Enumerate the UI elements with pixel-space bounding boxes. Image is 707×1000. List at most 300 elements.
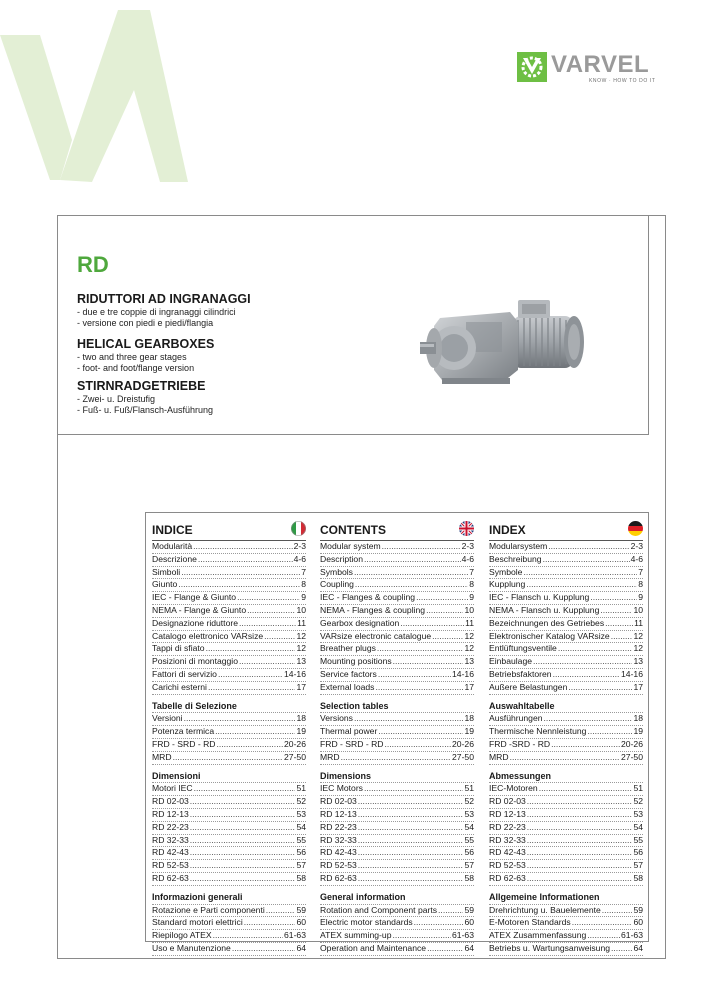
toc-entry-label: VARsize electronic catalogue [320, 630, 432, 641]
toc-entry-page: 53 [296, 808, 306, 819]
toc-entry-page: 60 [633, 917, 643, 928]
toc-entry-label: Modularsystem [489, 541, 548, 551]
toc-group [489, 905, 643, 956]
toc-entry-label: IEC - Flange & Giunto [152, 592, 237, 603]
toc-leader-dots [527, 796, 633, 808]
toc-entry [152, 822, 306, 835]
toc-leader-dots [543, 554, 630, 566]
toc-entry [152, 726, 306, 739]
toc-entry-page: 17 [296, 681, 306, 692]
toc-entry [152, 669, 306, 682]
toc-entry-label: Posizioni di montaggio [152, 656, 238, 667]
toc-entry [489, 682, 643, 695]
toc-entry-page: 11 [465, 617, 474, 628]
toc-leader-dots [553, 669, 620, 681]
toc-entry [320, 567, 474, 580]
toc-entry-label: Electric motor standards [320, 917, 413, 928]
toc-entry [152, 860, 306, 873]
toc-leader-dots [364, 554, 461, 566]
toc-leader-dots [590, 592, 637, 604]
toc-group [152, 783, 306, 885]
toc-entry [320, 554, 474, 567]
toc-leader-dots [213, 930, 283, 942]
toc-entry-label: RD 52-53 [489, 860, 526, 871]
product-line: - Fuß- u. Fuß/Flansch-Ausführung [77, 405, 214, 415]
toc-entry [320, 809, 474, 822]
toc-entry-label: Description [320, 553, 363, 564]
toc-entry-page: 54 [633, 821, 643, 832]
toc-entry-label: Gearbox designation [320, 617, 400, 628]
toc-group [152, 905, 306, 956]
toc-entry-label: RD 12-13 [489, 808, 526, 819]
toc-leader-dots [527, 809, 633, 821]
toc-entry-page: 12 [296, 630, 306, 641]
toc-entry-page: 11 [297, 617, 306, 628]
toc-entry [152, 847, 306, 860]
toc-group-title: Auswahltabelle [489, 701, 643, 714]
toc-entry-label: FRD - SRD - RD [320, 738, 384, 749]
germany-flag-icon [628, 521, 643, 536]
toc-entry-page: 19 [296, 726, 306, 737]
toc-entry-page: 27-50 [621, 751, 643, 762]
toc-group-title: Tabelle di Selezione [152, 701, 306, 714]
toc-entry-label: RD 22-23 [152, 821, 189, 832]
toc-entry [320, 930, 474, 943]
toc-leader-dots [382, 541, 461, 553]
toc-leader-dots [600, 605, 632, 617]
toc-entry-page: 64 [296, 942, 306, 953]
toc-entry [320, 605, 474, 618]
toc-entry-label: Riepilogo ATEX [152, 930, 212, 941]
toc-entry-page: 2-3 [293, 541, 306, 551]
toc-entry [152, 631, 306, 644]
toc-group-title: General information [320, 892, 474, 905]
toc-entry-label: Thermal power [320, 726, 378, 737]
varvel-logo-mark-icon [517, 52, 547, 82]
toc-entry-label: Rotazione e Parti componenti [152, 904, 265, 915]
toc-entry-page: 55 [296, 834, 306, 845]
toc-entry-label: IEC Motors [320, 783, 363, 794]
toc-leader-dots [190, 796, 296, 808]
toc-leader-dots [239, 618, 296, 630]
toc-entry-label: RD 12-13 [320, 808, 357, 819]
toc-entry [489, 541, 643, 554]
toc-leader-dots [533, 656, 632, 668]
toc-entry [489, 567, 643, 580]
toc-entry-label: RD 62-63 [489, 872, 526, 883]
toc-entry-label: Betriebs u. Wartungsanweisung [489, 942, 611, 953]
toc-entry-label: Giunto [152, 579, 178, 590]
toc-group [489, 783, 643, 885]
toc-entry-label: RD 62-63 [320, 872, 357, 883]
toc-column-header [320, 517, 474, 541]
toc-leader-dots [354, 713, 463, 725]
toc-entry [489, 618, 643, 631]
toc-entry-label: MRD [152, 751, 172, 762]
toc-entry-label: Entlüftungsventile [489, 643, 557, 654]
toc-entry-label: Außere Belastungen [489, 681, 568, 692]
toc-entry-label: Standard motori elettrici [152, 917, 243, 928]
toc-entry-page: 53 [464, 808, 474, 819]
toc-entry [152, 809, 306, 822]
toc-heading: INDICE [152, 523, 193, 537]
toc-entry-page: 58 [633, 872, 643, 883]
toc-entry-label: External loads [320, 681, 375, 692]
toc-leader-dots [568, 682, 632, 694]
toc-entry-page: 19 [633, 726, 643, 737]
toc-leader-dots [178, 579, 300, 591]
toc-entry-page: 7 [301, 566, 306, 577]
toc-entry-label: MRD [320, 751, 340, 762]
toc-entry-page: 7 [638, 566, 643, 577]
toc-entry-page: 53 [633, 808, 643, 819]
toc-entry [320, 682, 474, 695]
toc-entry [489, 656, 643, 669]
toc-column-header [489, 517, 643, 541]
toc-entry [152, 796, 306, 809]
toc-entry-page: 13 [296, 656, 306, 667]
toc-entry-page: 12 [464, 643, 474, 654]
toc-entry-label: Descrizione [152, 553, 197, 564]
toc-leader-dots [239, 656, 295, 668]
toc-entry-label: Catalogo elettronico VARsize [152, 630, 264, 641]
toc-entry-label: IEC - Flansch u. Kupplung [489, 592, 590, 603]
toc-entry-page: 12 [633, 630, 643, 641]
toc-entry-label: RD 12-13 [152, 808, 189, 819]
product-line: - two and three gear stages [77, 352, 187, 362]
toc-group-title: Abmessungen [489, 771, 643, 784]
toc-leader-dots [218, 669, 283, 681]
toc-leader-dots [400, 618, 464, 630]
product-title-en: HELICAL GEARBOXES [77, 337, 215, 351]
toc-entry-label: ATEX summing-up [320, 930, 392, 941]
toc-column-header [152, 517, 306, 541]
product-line: - foot- and foot/flange version [77, 363, 195, 373]
toc-leader-dots [190, 835, 296, 847]
toc-entry-label: RD 32-33 [320, 834, 357, 845]
toc-entry-page: 4-6 [293, 553, 306, 564]
toc-leader-dots [358, 860, 464, 872]
toc-entry-label: Versioni [152, 713, 183, 724]
toc-entry-page: 57 [464, 860, 474, 871]
toc-entry-page: 58 [464, 872, 474, 883]
toc-group [152, 713, 306, 764]
toc-leader-dots [378, 669, 451, 681]
toc-leader-dots [264, 631, 295, 643]
toc-entry-label: RD 42-43 [152, 847, 189, 858]
toc-entry-label: Thermische Nennleistung [489, 726, 587, 737]
toc-entry [152, 713, 306, 726]
toc-entry-page: 10 [633, 604, 643, 615]
toc-entry-page: 10 [464, 604, 474, 615]
toc-leader-dots [416, 592, 468, 604]
toc-entry [320, 917, 474, 930]
gearbox-motor-image [418, 292, 588, 392]
toc-entry-label: FRD - SRD - RD [152, 738, 216, 749]
toc-entry-page: 17 [633, 681, 643, 692]
toc-leader-dots [551, 739, 620, 751]
toc-entry-page: 19 [464, 726, 474, 737]
toc-entry-page: 59 [633, 904, 643, 915]
toc-entry [152, 739, 306, 752]
toc-entry-page: 2-3 [630, 541, 643, 551]
toc-entry-label: Uso e Manutenzione [152, 942, 231, 953]
toc-leader-dots [572, 917, 633, 929]
toc-entry-page: 64 [633, 942, 643, 953]
toc-entry [489, 605, 643, 618]
toc-entry-page: 2-3 [461, 541, 474, 551]
toc-entry-label: E-Motoren Standards [489, 917, 571, 928]
brand-name: VARVEL [551, 51, 650, 78]
toc-entry-label: Service factors [320, 668, 377, 679]
toc-entry [320, 796, 474, 809]
toc-entry-label: Carichi esterni [152, 681, 207, 692]
toc-entry [152, 943, 306, 956]
toc-leader-dots [217, 739, 284, 751]
toc-entry [152, 682, 306, 695]
toc-entry [489, 713, 643, 726]
toc-entry [320, 822, 474, 835]
toc-entry-page: 18 [464, 713, 474, 724]
toc-group [489, 541, 643, 695]
toc-leader-dots [527, 822, 633, 834]
toc-entry-page: 61-63 [452, 930, 474, 941]
toc-entry-label: RD 52-53 [152, 860, 189, 871]
toc-leader-dots [190, 809, 296, 821]
product-line: - versione con piedi e piedi/flangia [77, 318, 214, 328]
toc-leader-dots [173, 752, 283, 764]
toc-entry-page: 12 [296, 643, 306, 654]
toc-entry [489, 592, 643, 605]
toc-entry [489, 873, 643, 886]
toc-leader-dots [611, 943, 632, 955]
toc-leader-dots [198, 554, 293, 566]
toc-entry [489, 796, 643, 809]
toc-entry-page: 4-6 [630, 553, 643, 564]
toc-entry-label: RD 22-23 [489, 821, 526, 832]
toc-entry-page: 10 [296, 604, 306, 615]
toc-entry-page: 9 [301, 592, 306, 603]
toc-leader-dots [194, 783, 296, 795]
toc-leader-dots [215, 726, 295, 738]
toc-entry-label: Modularità [152, 541, 193, 551]
toc-column-italian [152, 513, 306, 956]
toc-group-title: Informazioni generali [152, 892, 306, 905]
toc-leader-dots [427, 943, 463, 955]
italy-flag-icon [291, 521, 306, 536]
toc-entry-page: 54 [464, 821, 474, 832]
toc-column-english [320, 513, 474, 956]
toc-leader-dots [354, 567, 468, 579]
toc-entry-label: Operation and Maintenance [320, 942, 427, 953]
toc-entry-page: 56 [633, 847, 643, 858]
toc-entry-label: RD 22-23 [320, 821, 357, 832]
toc-entry [320, 541, 474, 554]
toc-entry-label: Elektronischer Katalog VARsize [489, 630, 610, 641]
toc-group-title: Dimensioni [152, 771, 306, 784]
toc-entry [489, 822, 643, 835]
toc-entry-page: 27-50 [452, 751, 474, 762]
toc-entry [320, 752, 474, 765]
toc-entry-page: 51 [296, 783, 306, 794]
toc-entry-page: 60 [464, 917, 474, 928]
toc-entry-page: 8 [301, 579, 306, 590]
toc-leader-dots [266, 905, 296, 917]
toc-leader-dots [193, 541, 292, 553]
toc-leader-dots [190, 873, 296, 885]
toc-leader-dots [527, 835, 633, 847]
toc-entry-page: 12 [464, 630, 474, 641]
toc-entry [489, 917, 643, 930]
toc-group [320, 905, 474, 956]
toc-entry [489, 835, 643, 848]
toc-column-german [489, 513, 643, 956]
toc-entry-label: Designazione riduttore [152, 617, 238, 628]
toc-entry [489, 943, 643, 956]
toc-group [489, 713, 643, 764]
toc-entry-page: 14-16 [452, 668, 474, 679]
toc-entry [152, 579, 306, 592]
toc-entry-page: 11 [634, 617, 643, 628]
toc-entry-label: Symbole [489, 566, 523, 577]
toc-leader-dots [510, 752, 620, 764]
toc-entry-label: Coupling [320, 579, 354, 590]
toc-group-title: Dimensions [320, 771, 474, 784]
toc-entry [320, 873, 474, 886]
toc-leader-dots [523, 567, 637, 579]
toc-entry-page: 14-16 [621, 668, 643, 679]
toc-entry [320, 860, 474, 873]
toc-leader-dots [539, 783, 633, 795]
toc-leader-dots [184, 713, 296, 725]
toc-entry [489, 905, 643, 918]
toc-entry [152, 554, 306, 567]
toc-leader-dots [378, 726, 463, 738]
toc-entry [152, 567, 306, 580]
toc-entry [489, 669, 643, 682]
product-line: - Zwei- u. Dreistufig [77, 394, 156, 404]
toc-entry [320, 783, 474, 796]
toc-entry [152, 643, 306, 656]
toc-entry [152, 917, 306, 930]
toc-entry-page: 14-16 [284, 668, 306, 679]
toc-leader-dots [181, 567, 300, 579]
toc-entry-page: 56 [464, 847, 474, 858]
toc-leader-dots [587, 930, 620, 942]
toc-entry-label: RD 32-33 [489, 834, 526, 845]
toc-leader-dots [527, 847, 633, 859]
toc-entry-page: 57 [296, 860, 306, 871]
toc-entry [320, 726, 474, 739]
toc-entry-page: 61-63 [284, 930, 306, 941]
toc-entry-label: Motori IEC [152, 783, 193, 794]
toc-entry-page: 4-6 [461, 553, 474, 564]
toc-entry [489, 631, 643, 644]
toc-entry-label: Symbols [320, 566, 353, 577]
toc-entry [320, 835, 474, 848]
toc-entry [489, 554, 643, 567]
product-description-it [77, 292, 251, 329]
toc-entry [320, 656, 474, 669]
toc-leader-dots [611, 631, 633, 643]
toc-leader-dots [587, 726, 632, 738]
toc-leader-dots [393, 656, 464, 668]
toc-leader-dots [208, 682, 296, 694]
toc-entry-page: 27-50 [284, 751, 306, 762]
toc-leader-dots [244, 917, 296, 929]
toc-entry-page: 8 [469, 579, 474, 590]
toc-leader-dots [527, 860, 633, 872]
toc-entry [489, 847, 643, 860]
toc-entry [489, 739, 643, 752]
toc-entry-page: 57 [633, 860, 643, 871]
toc-group [320, 541, 474, 695]
toc-entry-page: 54 [296, 821, 306, 832]
toc-leader-dots [364, 783, 463, 795]
toc-leader-dots [544, 713, 633, 725]
toc-leader-dots [190, 847, 296, 859]
toc-leader-dots [190, 860, 296, 872]
toc-entry [152, 592, 306, 605]
toc-entry-label: RD 02-03 [152, 796, 189, 807]
toc-leader-dots [355, 579, 468, 591]
toc-leader-dots [341, 752, 451, 764]
toc-leader-dots [605, 618, 633, 630]
product-description-en [77, 337, 214, 374]
toc-entry-label: RD 02-03 [320, 796, 357, 807]
toc-entry-page: 64 [464, 942, 474, 953]
toc-leader-dots [385, 739, 452, 751]
toc-entry-page: 7 [469, 566, 474, 577]
product-code: RD [77, 252, 109, 277]
toc-leader-dots [438, 905, 463, 917]
toc-entry-label: Rotation and Component parts [320, 904, 438, 915]
toc-entry-label: NEMA - Flange & Giunto [152, 604, 247, 615]
toc-entry [320, 579, 474, 592]
toc-entry-label: Beschreibung [489, 553, 542, 564]
toc-leader-dots [392, 930, 451, 942]
toc-entry-label: RD 52-53 [320, 860, 357, 871]
toc-entry [320, 618, 474, 631]
toc-entry-label: IEC - Flanges & coupling [320, 592, 416, 603]
toc-leader-dots [548, 541, 629, 553]
toc-entry-page: 18 [633, 713, 643, 724]
product-title-de: STIRNRADGETRIEBE [77, 379, 206, 393]
toc-leader-dots [527, 873, 633, 885]
toc-entry-label: Potenza termica [152, 726, 215, 737]
toc-entry-page: 61-63 [621, 930, 643, 941]
toc-entry [152, 930, 306, 943]
toc-entry-page: 9 [469, 592, 474, 603]
toc-entry-page: 13 [633, 656, 643, 667]
toc-entry-page: 52 [464, 796, 474, 807]
toc-entry [320, 739, 474, 752]
toc-entry-label: RD 62-63 [152, 872, 189, 883]
toc-entry [489, 643, 643, 656]
toc-leader-dots [358, 873, 464, 885]
toc-entry [152, 752, 306, 765]
toc-leader-dots [526, 579, 637, 591]
toc-entry [152, 656, 306, 669]
toc-entry [489, 809, 643, 822]
toc-entry-page: 58 [296, 872, 306, 883]
toc-entry [152, 835, 306, 848]
toc-entry-label: Versions [320, 713, 353, 724]
toc-leader-dots [237, 592, 300, 604]
toc-entry [489, 752, 643, 765]
toc-leader-dots [247, 605, 295, 617]
toc-leader-dots [432, 631, 463, 643]
